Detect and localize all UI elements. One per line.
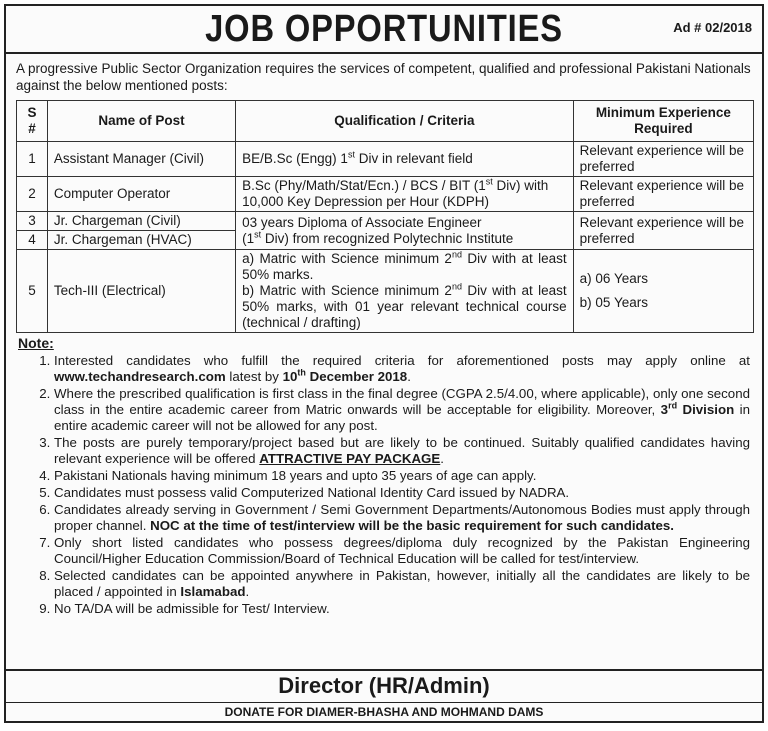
list-item: 7. Only short listed candidates who possess degrees/diploma duly recognized by the Pakistan Engineering Council/Higher Education Commission/Board of Technical Education will be called for test/interview. bbox=[54, 535, 750, 567]
table-row bbox=[17, 177, 754, 212]
row-experience: Relevant experience will be preferred bbox=[573, 142, 753, 177]
list-item: 6. Candidates already serving in Government / Semi Government Departments/Autonomous Bodies must apply through proper channel. NOC at the time of test/interview will be the basic requirement for such candidates. bbox=[54, 502, 750, 534]
row-sn: 2 bbox=[17, 177, 48, 212]
list-item: 1. Interested candidates who fulfill the required criteria for aforementioned posts may apply online at www.techandresearch.com latest by 10th December 2018. bbox=[54, 353, 750, 385]
row-post-name: Assistant Manager (Civil) bbox=[47, 142, 235, 177]
row-experience: Relevant experience will be preferred bbox=[573, 212, 753, 250]
header-qualification: Qualification / Criteria bbox=[236, 101, 574, 142]
signatory-title: Director (HR/Admin) bbox=[278, 673, 490, 698]
donate-banner: DONATE FOR DIAMER-BHASHA AND MOHMAND DAMS bbox=[6, 702, 762, 721]
notes-title: Note: bbox=[18, 335, 54, 351]
header-sn: S # bbox=[17, 101, 48, 142]
row-sn: 5 bbox=[17, 250, 48, 333]
list-item: 2. Where the prescribed qualification is first class in the final degree (CGPA 2.5/4.00, where applicable), only one second class in the entire academic career from Matric onwards will be acceptable for eligibility. Moreover, 3rd Division in entire academic career will not be allowed for any post. bbox=[54, 386, 750, 434]
list-item: 9. No TA/DA will be admissible for Test/ Interview. bbox=[54, 601, 750, 617]
row-qualification: 03 years Diploma of Associate Engineer (1st Div) from recognized Polytechnic Institute bbox=[236, 212, 574, 250]
row-sn: 3 bbox=[17, 212, 48, 231]
header-experience: Minimum Experience Required bbox=[573, 101, 753, 142]
row-experience: Relevant experience will be preferred bbox=[573, 177, 753, 212]
ad-header bbox=[6, 6, 762, 54]
list-item: 3. The posts are purely temporary/project based but are likely to be continued. Suitably qualified candidates having relevant experience will be offered ATTRACTIVE PAY PACKAGE. bbox=[54, 435, 750, 467]
row-post-name: Computer Operator bbox=[47, 177, 235, 212]
header-name-of-post: Name of Post bbox=[47, 101, 235, 142]
list-item: 5. Candidates must possess valid Computerized National Identity Card issued by NADRA. bbox=[54, 485, 750, 501]
table-header-row bbox=[17, 101, 754, 142]
ad-number: Ad # 02/2018 bbox=[673, 20, 752, 35]
table-row bbox=[17, 250, 754, 333]
table-row bbox=[17, 212, 754, 231]
apply-link[interactable]: www.techandresearch.com bbox=[54, 369, 226, 384]
row-post-name: Jr. Chargeman (HVAC) bbox=[47, 231, 235, 250]
row-post-name: Tech-III (Electrical) bbox=[47, 250, 235, 333]
notes-list bbox=[18, 353, 750, 617]
row-qualification: B.Sc (Phy/Math/Stat/Ecn.) / BCS / BIT (1st Div) with 10,000 Key Depression per Hour (KDPH) bbox=[236, 177, 574, 212]
notes-section bbox=[6, 333, 762, 617]
row-sn: 4 bbox=[17, 231, 48, 250]
job-advertisement bbox=[4, 4, 764, 723]
list-item: 4. Pakistani Nationals having minimum 18 years and upto 35 years of age can apply. bbox=[54, 468, 750, 484]
list-item: 8. Selected candidates can be appointed anywhere in Pakistan, however, initially all the candidates are likely to be placed / appointed in Islamabad. bbox=[54, 568, 750, 600]
row-sn: 1 bbox=[17, 142, 48, 177]
table-row bbox=[17, 142, 754, 177]
ad-footer bbox=[6, 669, 762, 721]
row-post-name: Jr. Chargeman (Civil) bbox=[47, 212, 235, 231]
intro-text: A progressive Public Sector Organization requires the services of competent, qualified and professional Pakistani Nationals against the below mentioned posts: bbox=[16, 61, 751, 93]
row-qualification: a) Matric with Science minimum 2nd Div with at least 50% marks. b) Matric with Science minimum 2nd Div with at least 50% marks, with 01 year relevant technical course (technical / drafting) bbox=[236, 250, 574, 333]
row-qualification: BE/B.Sc (Engg) 1st Div in relevant field bbox=[236, 142, 574, 177]
row-experience: a) 06 Years b) 05 Years bbox=[573, 250, 753, 333]
posts-table bbox=[16, 100, 754, 333]
ad-title: JOB OPPORTUNITIES bbox=[205, 8, 563, 50]
